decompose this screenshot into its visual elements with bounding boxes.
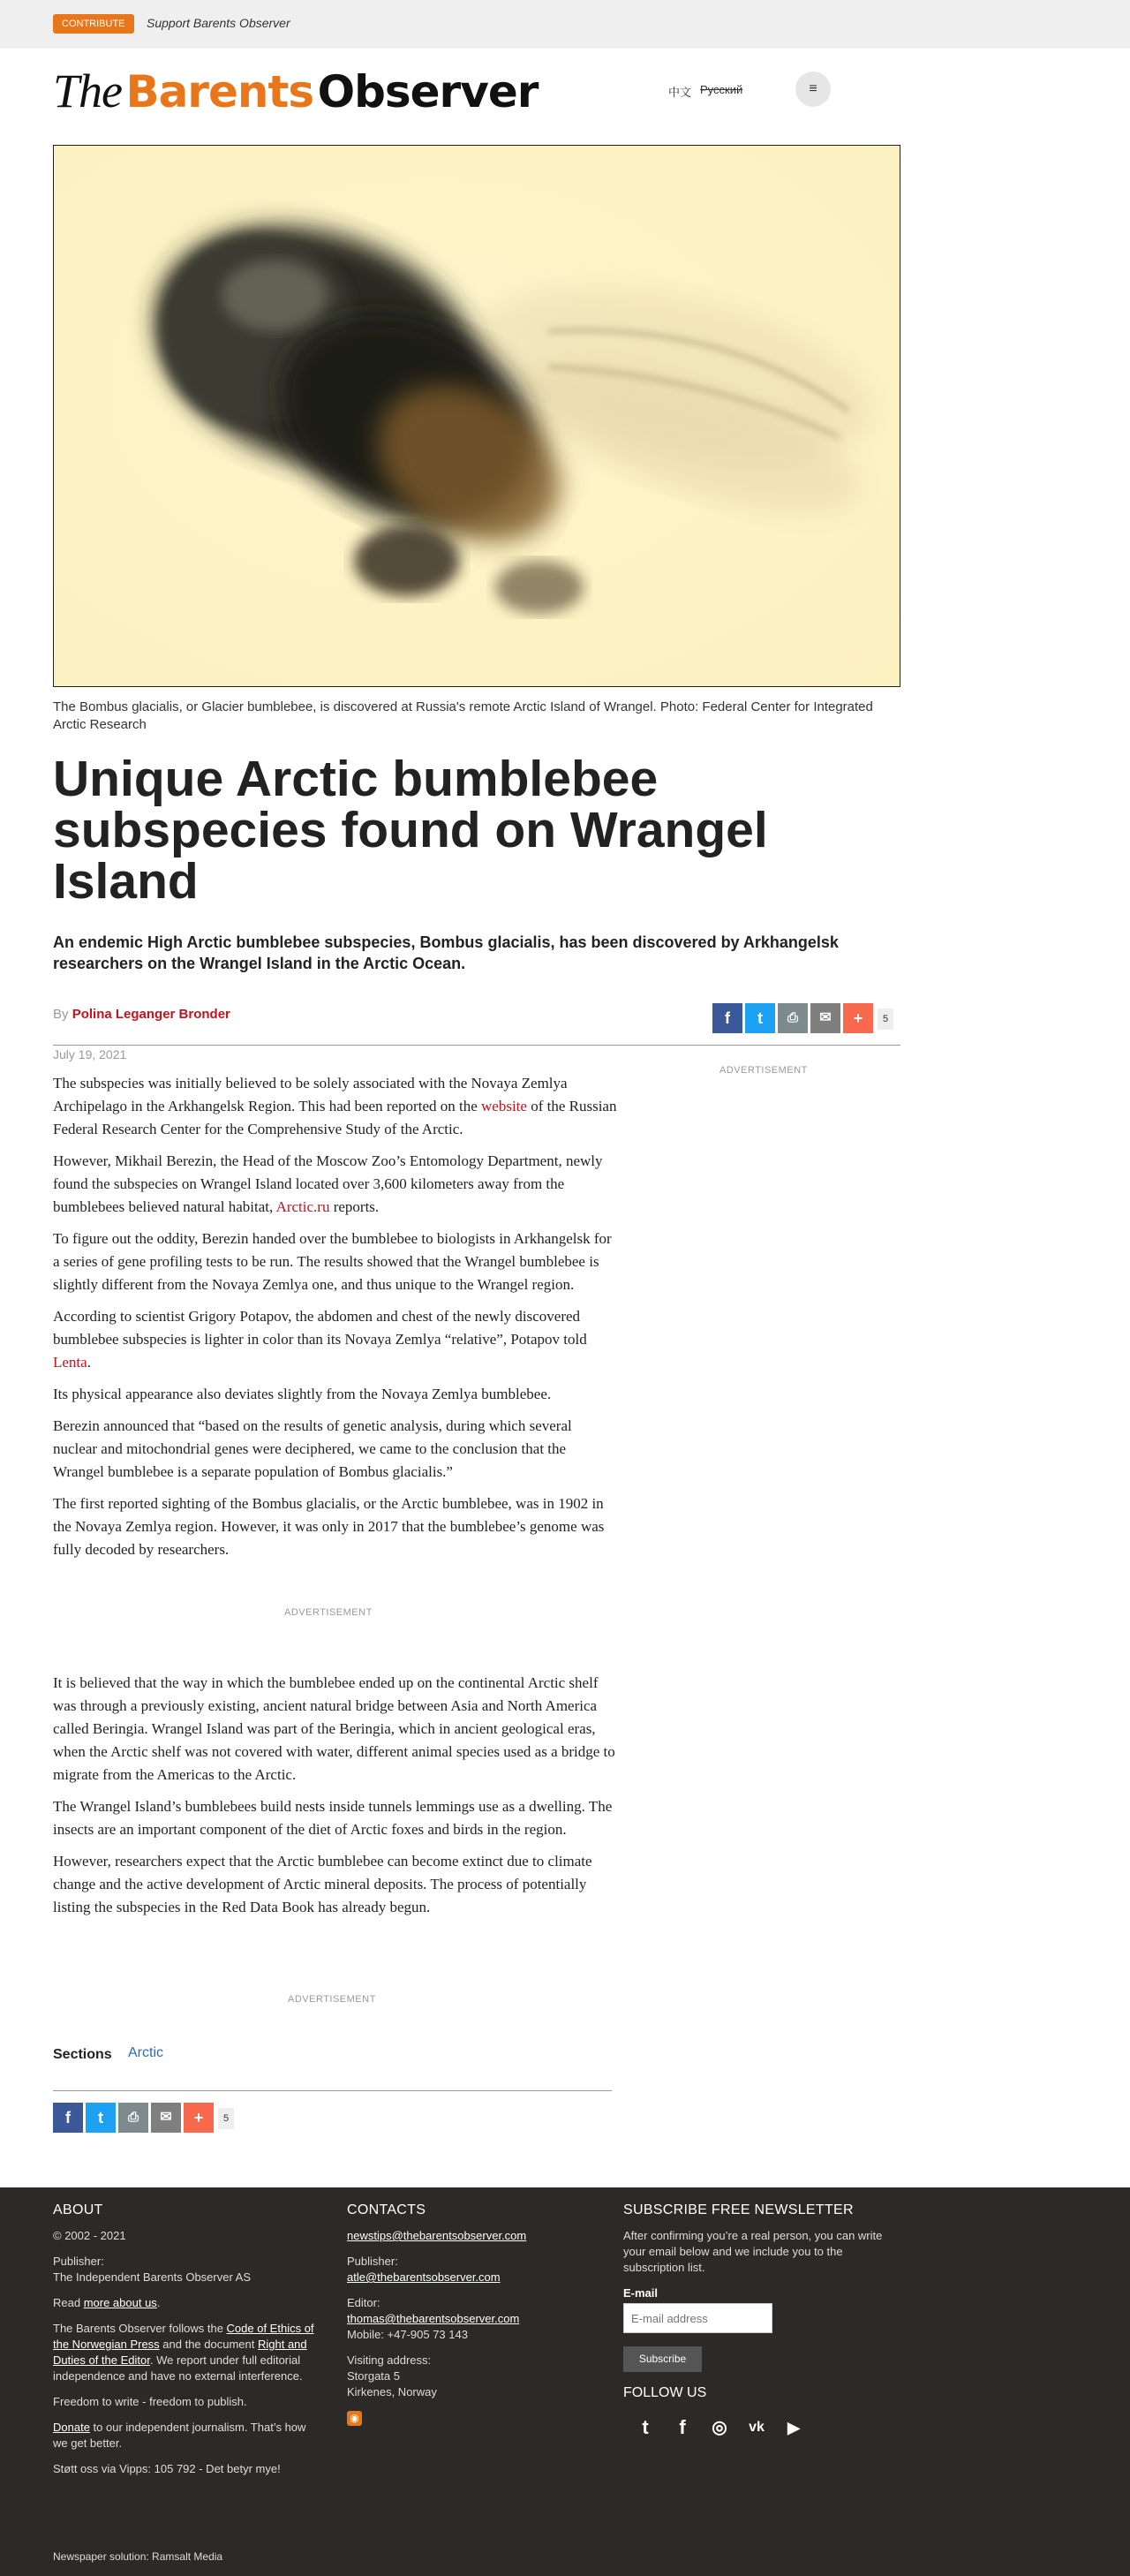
site-logo[interactable] [53,64,538,117]
social-icons [623,2414,888,2442]
language-chinese[interactable]: 中文 [668,86,692,99]
byline-divider [53,1045,900,1046]
paragraph-7: The first reported sighting of the Bombus glacialis, or the Arctic bumblebee, was in 1902 in the Novaya Zemlya region. However, it was only in 2017 that the bumblebee’s genome was fully decoded by researchers. [53,1495,605,1558]
rss-icon[interactable]: ◉ [347,2411,362,2426]
vk-icon[interactable]: vk [749,2420,765,2435]
print-share-icon[interactable]: ⎙ [118,2103,148,2133]
more-share-icon[interactable]: + [843,1003,873,1033]
paragraph-3: To figure out the oddity, Berezin handed over the bumblebee to biologists in Arkhangelsk for a series of gene profiling tests to be run. The results showed that the Wrangel bumblebee is slightly different from the Novaya Zemlya one, and thus unique to the Wrangel region. [53,1230,612,1293]
editor-contact: Editor: thomas@thebarentsobserver.com Mobile: +47-905 73 143 [347,2296,520,2341]
publisher: Publisher: The Independent Barents Observer AS [53,2255,252,2284]
donate-link[interactable]: Donate [53,2421,90,2434]
more-share-icon[interactable]: + [184,2103,214,2133]
sections-divider [53,2090,612,2091]
footer-credit: Newspaper solution: Ramsalt Media [53,2550,223,2563]
publisher-email-link[interactable]: atle@thebarentsobserver.com [347,2270,501,2284]
footer-newsletter [623,2202,888,2442]
newstips [347,2228,594,2244]
advertisement-label-inline: ADVERTISEMENT [284,1607,373,1618]
publisher-contact: Publisher: atle@thebarentsobserver.com [347,2255,501,2284]
site-footer [0,2187,1130,2576]
hero-caption: The Bombus glacialis, or Glacier bumblebee, is discovered at Russia's remote Arctic Island of Wrangel. Photo: Federal Center for Integrated Arctic Research [53,699,873,732]
email-share-icon[interactable]: ✉ [151,2103,181,2133]
visiting-address: Visiting address: Storgata 5 Kirkenes, Norway [347,2353,437,2398]
twitter-share-icon[interactable]: t [86,2103,116,2133]
youtube-icon[interactable]: ▶ [787,2419,800,2436]
newstips-email-link[interactable]: newstips@thebarentsobserver.com [347,2229,527,2242]
website-link[interactable]: website [481,1098,527,1114]
twitter-icon[interactable]: t [642,2416,649,2438]
article-headline: Unique Arctic bumblebee subspecies found on Wrangel Island [53,751,768,910]
paragraph-9: The Wrangel Island’s bumblebees build nests inside tunnels lemmings use as a dwelling. The insects are an important component of the diet of Arctic foxes and birds in the region. [53,1798,613,1838]
article-body-part1 [53,1072,618,1570]
article-body-part2 [53,1672,618,1928]
facebook-share-icon[interactable]: f [712,1003,742,1033]
byline [53,1007,230,1022]
paragraph-2: However, Mikhail Berezin, the Head of the Moscow Zoo’s Entomology Department, newly found the subspecies on Wrangel Island located over 3,600 kilometers away from the bumblebees believed natural habitat, Arctic.ru reports. [53,1152,603,1215]
contacts-title: CONTACTS [347,2202,426,2217]
sections-label: Sections [53,2047,112,2062]
follow-us-title: FOLLOW US [623,2385,707,2400]
logo-barents: Barents [125,66,314,117]
paragraph-5: Its physical appearance also deviates slightly from the Novaya Zemlya bumblebee. [53,1386,552,1402]
newsletter-text: After confirming you’re a real person, you can write your email below and we include you to the subscription list. [623,2229,883,2274]
newsletter-title: SUBSCRIBE FREE NEWSLETTER [623,2202,854,2217]
facebook-share-icon[interactable]: f [53,2103,83,2133]
instagram-icon[interactable]: ◎ [712,2418,727,2437]
top-bar [0,0,1130,49]
rights-duties-link[interactable]: Right and Duties of the Editor [53,2338,307,2367]
advertisement-label-sidebar: ADVERTISEMENT [719,1065,808,1076]
by-label: By [53,1007,69,1022]
email-label: E-mail [623,2286,659,2300]
read-more: Read more about us. [53,2296,161,2309]
email-share-icon[interactable]: ✉ [810,1003,840,1033]
vipps-text: Støtt oss via Vipps: 105 792 - Det betyr mye! [53,2462,281,2475]
arctic-ru-link[interactable]: Arctic.ru [275,1198,330,1215]
logo-the: The [53,64,122,117]
bumblebee-photo [54,146,900,687]
author-link[interactable]: Polina Leganger Bronder [72,1007,230,1022]
logo-observer: Observer [317,66,539,117]
code-of-ethics-link[interactable]: Code of Ethics of the Norwegian Press [53,2322,314,2351]
facebook-icon[interactable]: f [679,2416,686,2438]
editor-email-link[interactable]: thomas@thebarentsobserver.com [347,2312,520,2325]
hero-image [53,145,900,687]
freedom-text: Freedom to write - freedom to publish. [53,2395,247,2408]
subscribe-button[interactable]: Subscribe [623,2346,702,2372]
menu-icon: ≡ [809,81,817,96]
menu-button[interactable] [795,72,831,107]
language-russian[interactable]: Русский [700,83,743,96]
advertisement-label-bottom: ADVERTISEMENT [288,1994,376,2005]
share-bar-bottom [53,2103,238,2133]
paragraph-8: It is believed that the way in which the bumblebee ended up on the continental Arctic shelf was through a previously existing, ancient natural bridge between Asia and North America called Beringia. Wrangel Island was part of the Beringia, which in ancient geological eras, when the Arctic shelf was not covered with water, different animal species used as a bridge to migrate from the Americas to the Arctic. [53,1674,615,1783]
about-title: ABOUT [53,2202,103,2217]
article-date: July 19, 2021 [53,1047,127,1061]
support-link[interactable]: Support Barents Observer [147,16,290,30]
paragraph-10: However, researchers expect that the Arctic bumblebee can become extinct due to climate change and the active development of Arctic mineral deposits. The process of potentially listing the subspecies in the Red Data Book has already begun. [53,1853,592,1915]
share-count: 5 [878,1008,893,1030]
newsletter-email-input[interactable] [623,2303,772,2333]
more-about-us-link[interactable]: more about us [83,2296,157,2309]
paragraph-6: Berezin announced that “based on the results of genetic analysis, during which several nuclear and mitochondrial genes were deciphered, we came to the conclusion that the Wrangel bumblebee is a separate population of Bombus glacialis.” [53,1417,572,1480]
lenta-link[interactable]: Lenta [53,1354,87,1371]
footer-about [53,2202,318,2487]
twitter-share-icon[interactable]: t [745,1003,775,1033]
donate-text: Donate to our independent journalism. That’s how we get better. [53,2421,306,2450]
ethics-text: The Barents Observer follows the Code of Ethics of the Norwegian Press and the document Right and Duties of the Editor. We report under full editorial independence and have no external interference. [53,2322,314,2383]
print-share-icon[interactable]: ⎙ [778,1003,808,1033]
copyright: © 2002 - 2021 [53,2229,126,2242]
paragraph-1: The subspecies was initially believed to be solely associated with the Novaya Zemlya Archipelago in the Arkhangelsk Region. This had been reported on the website of the Russian Federal Research Center for the Comprehensive Study of the Arctic. [53,1075,617,1137]
paragraph-4: According to scientist Grigory Potapov, the abdomen and chest of the newly discovered bumblebee subspecies is lighter in color than its Novaya Zemlya “relative”, Potapov told Lenta. [53,1308,587,1371]
share-bar-top [712,1003,898,1033]
article-lead: An endemic High Arctic bumblebee subspecies, Bombus glacialis, has been discovered by Arkhangelsk researchers on the Wrangel Island in the Arctic Ocean. [53,933,839,972]
footer-contacts [347,2202,594,2426]
contribute-button[interactable]: CONTRIBUTE [53,14,134,34]
share-count: 5 [218,2108,234,2129]
section-arctic-link[interactable]: Arctic [128,2045,163,2060]
